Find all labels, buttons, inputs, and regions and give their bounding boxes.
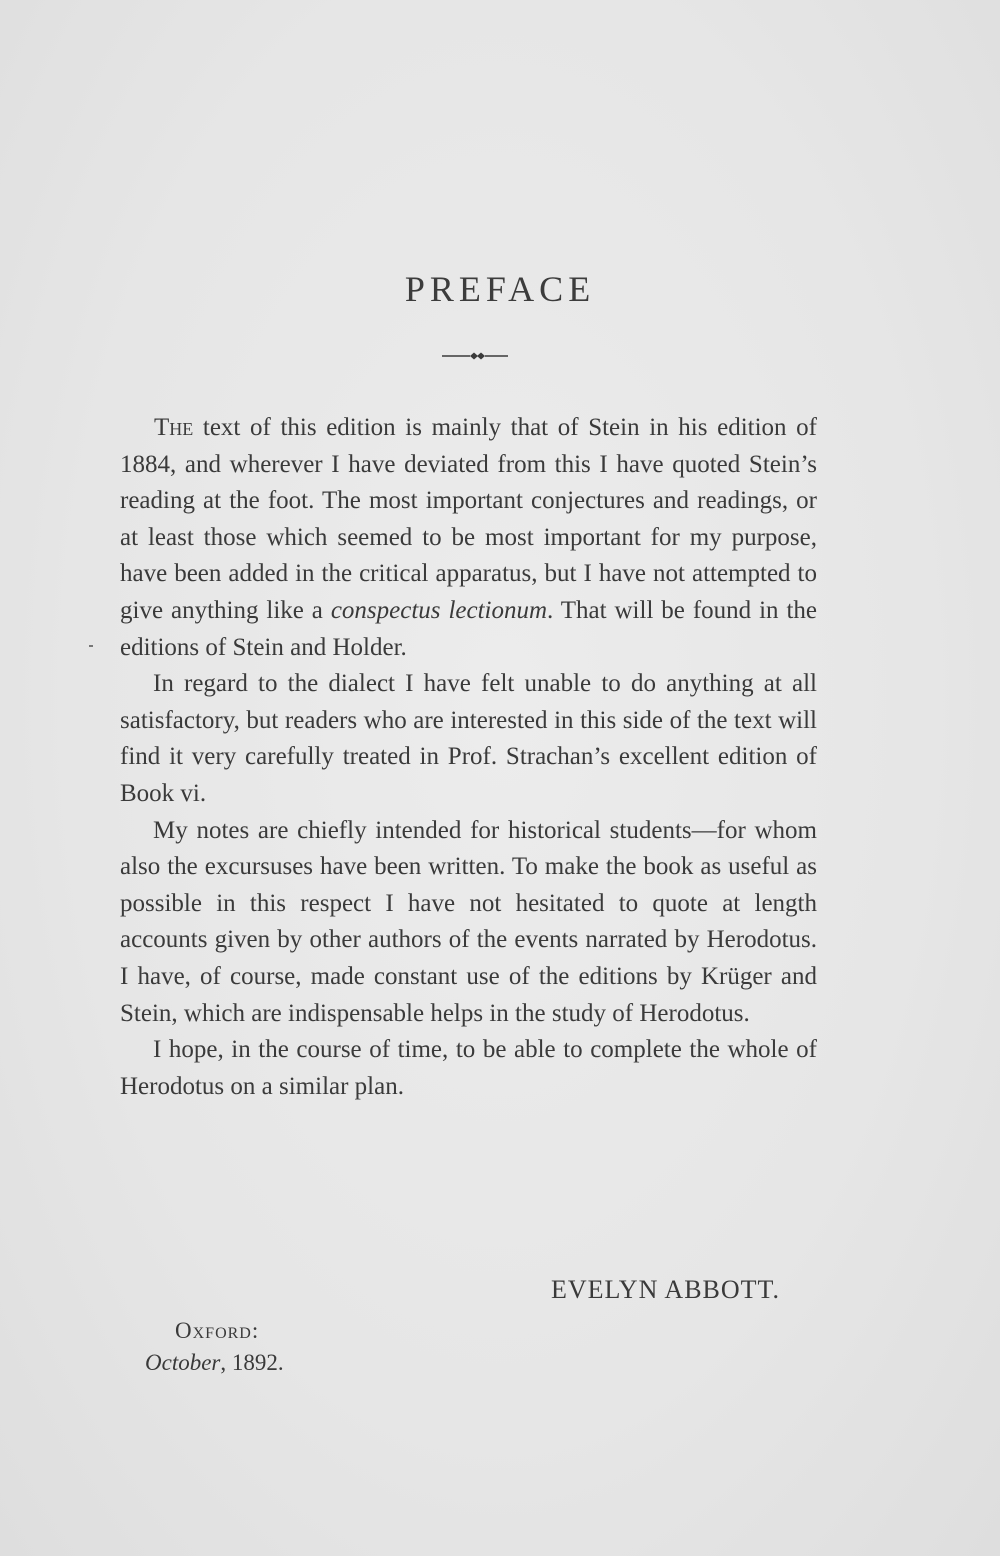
- paragraph-1-text-a: text of this edition is mainly that of Stein in his edition of 1884, and wherever I have deviated from this I have quoted Stein’s reading at the foot. The most important conjectures and readings, or at least those which seemed to be most important for my purpose, have been added in the critical apparatus, but I have not attempted to give anything like a: [120, 414, 817, 624]
- paragraph-1: [120, 410, 817, 666]
- page-title: PREFACE: [404, 269, 596, 309]
- paragraph-1-italic: conspectus lectionum: [330, 596, 548, 624]
- author-signature: EVELYN ABBOTT.: [550, 1275, 780, 1304]
- paragraph-2: In regard to the dialect I have felt unable to do anything at all satisfactory, but readers who are interested in this side of the text will find it very carefully treated in Prof. Strachan’s excellent edition of Book vi.: [120, 670, 817, 807]
- stray-ink-mark: [89, 645, 93, 647]
- preface-body: [120, 410, 817, 1105]
- date-month: October: [145, 1350, 221, 1375]
- paragraph-4: I hope, in the course of time, to be able to complete the whole of Herodotus on a similar plan.: [120, 1036, 817, 1100]
- paragraph-1-text-b: . That will be found in the editions of Stein and Holder.: [120, 596, 817, 661]
- lead-word: The: [154, 414, 194, 441]
- date-year: , 1892.: [220, 1350, 284, 1375]
- ornament-divider-icon: [440, 346, 510, 366]
- date-line: [145, 1350, 284, 1376]
- paragraph-3: My notes are chiefly intended for historical students—for whom also the excursuses have been written. To make the book as useful as possible in this respect I have not hesitated to quote at length accounts given by other authors of the events narrated by Herodotus. I have, of course, made constant use of the editions by Krüger and Stein, which are indispensable helps in the study of Herodotus.: [120, 816, 817, 1027]
- place-line: Oxford:: [175, 1318, 260, 1343]
